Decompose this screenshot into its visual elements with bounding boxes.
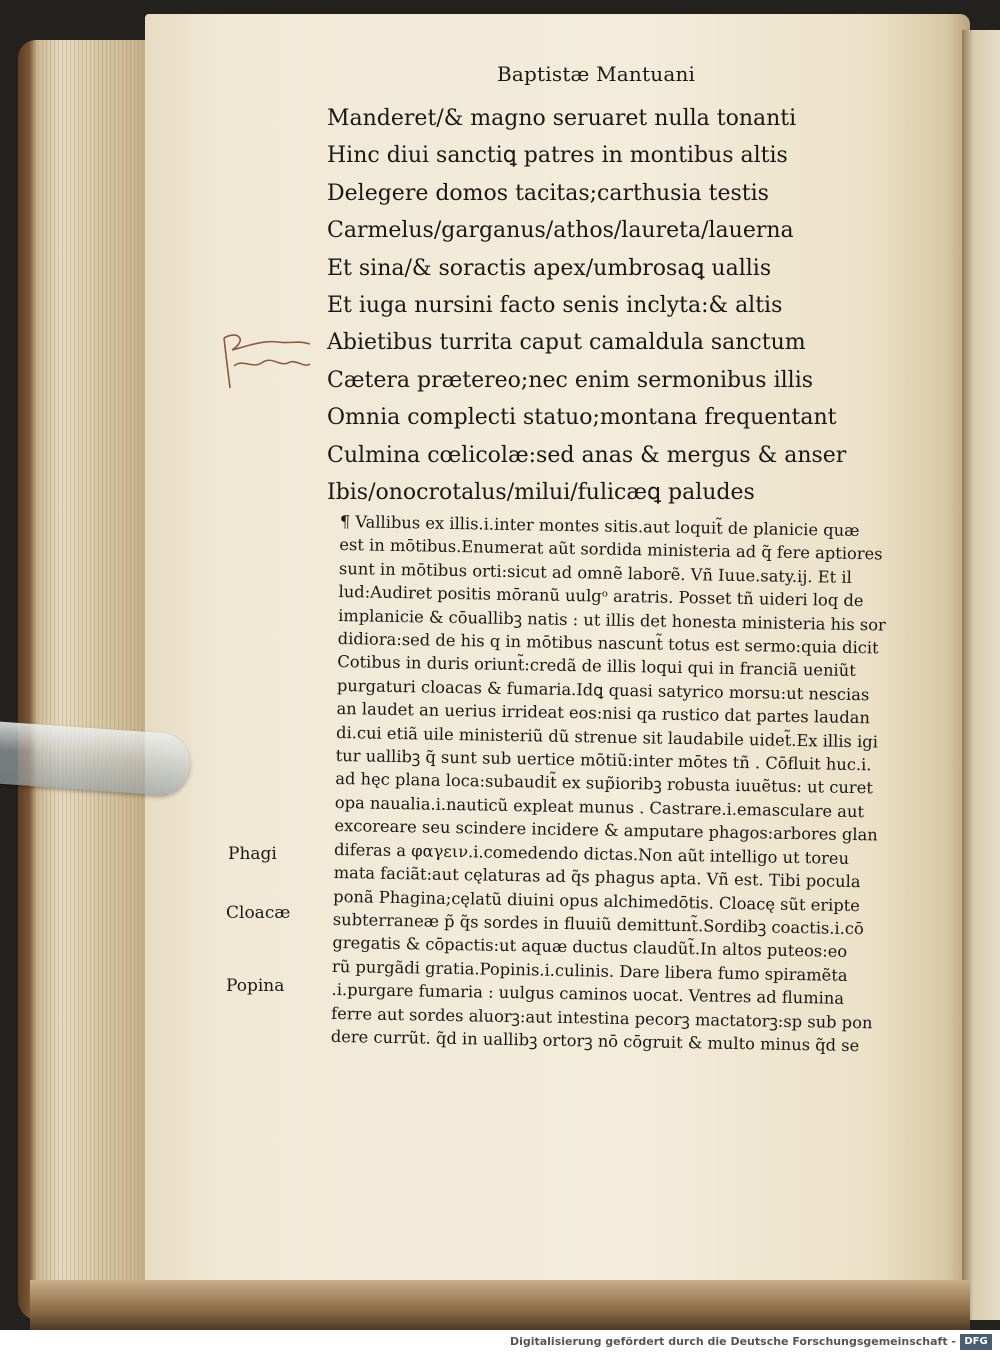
commentary-line: didiora:sed de his q in mōtibus nascunt̃ totus est sermo:quia dicit [337,629,879,658]
book-fore-edge [18,40,158,1320]
funding-credit: Digitalisierung gefördert durch die Deutsche Forschungsgemeinschaft - [509,1335,956,1348]
marginal-gloss-popina: Popina [226,976,285,996]
verse-line: Delegere domos tacitas;carthusia testis [327,180,769,206]
marginal-gloss-cloacae: Cloacæ [226,903,291,923]
commentary-line: subterraneæ p̃ q̃s sordes in fluuiũ demittunt̃.Sordibꝫ coactis.i.cō [332,909,865,939]
handwritten-marginal-note [218,326,313,396]
commentary-line: mata faciãt:aut cęlaturas ad q̃s phagus apta. Vñ est. Tibi pocula [333,863,861,892]
verse-line: Ibis/onocrotalus/milui/fulicæꝗ paludes [327,480,755,506]
commentary-line: Cotibus in duris oriunt̃:credã de illis loqui qui in franciã ueniũt [337,652,856,681]
verse-line: Cætera prætereo;nec enim sermonibus illis [327,367,814,393]
verse-line: Et iuga nursini facto senis inclyta:& altis [327,293,783,319]
glass-page-holder [0,721,192,797]
commentary-line: diferas a φαγειν.i.comedendo dictas.Non aũt intelligo ut toreu [333,839,850,868]
commentary-line: implanicie & cōuallibꝫ natis : ut illis det honesta ministeria his sor [337,605,886,635]
commentary-block [331,510,930,1059]
commentary-line: gregatis & cōpactis:ut aquæ ductus claudũt̃.In altos puteos:eo [332,933,848,962]
verse-line: Omnia complecti statuo;montana frequentant [327,405,837,431]
running-head: Baptistæ Mantuani [497,62,696,86]
verse-line: Manderet/& magno seruaret nulla tonanti [327,106,797,131]
dfg-logo: DFG [960,1334,992,1350]
commentary-line: tur uallibꝫ q̃ sunt sub uertice mōtiũ:inter mōtes tñ . Cōfluit huc.i. [335,746,872,775]
commentary-line: est in mōtibus.Enumerat aũt sordida ministeria ad q̃ fere aptiores [339,535,883,564]
verse-line: Culmina cœlicolæ:sed anas & mergus & anser [327,442,847,468]
facing-page-edge [962,30,1000,1320]
verse-line: Carmelus/garganus/athos/laureta/lauerna [327,218,794,244]
commentary-line: an laudet an uerius irrideat eos:nisi qa rustico dat partes laudan [336,699,871,728]
footer-bar [0,1330,1000,1355]
verse-line: Abietibus turrita caput camaldula sanctum [327,330,806,356]
commentary-line: rũ purgãdi gratia.Popinis.i.culinis. Dare libera fumo spiramẽta [331,956,848,985]
commentary-line: sunt in mōtibus orti:sicut ad omnẽ laborẽ. Vñ Iuue.saty.ij. Et il [338,558,852,587]
commentary-line: excoreare seu scindere incidere & amputare phagos:arbores glan [334,816,878,845]
commentary-line: .i.purgare fumaria : uulgus caminos uocat. Ventres ad flumina [331,980,845,1008]
commentary-line: di.cui etiã uile ministeriũ dũ strenue sit laudabile uidet̃.Ex illis igi [335,722,879,752]
commentary-line: ferre aut sordes aluorꝫ:aut intestina pecorꝫ mactatorꝫ:sp sub pon [331,1003,873,1032]
verse-line: Hinc diui sanctiꝗ patres in montibus altis [327,143,788,169]
commentary-line: ad hęc plana loca:subaudit̃ ex sup̃ioribꝫ robusta iuuẽtus: ut curet [335,769,874,798]
verse-line: Et sina/& soractis apex/umbrosaꝗ uallis [327,255,772,281]
marginal-gloss-phagi: Phagi [228,844,277,864]
commentary-line: lud:Audiret positis mōranũ uulgᵒ aratris. Posset tñ uideri loq de [338,582,864,611]
verse-block [327,100,887,511]
commentary-line: purgaturi cloacas & fumaria.Idꝗ quasi satyrico morsu:ut nescias [336,675,870,705]
commentary-line: ¶ Vallibus ex illis.i.inter montes sitis.aut loquit̃ de planicie quæ [339,511,860,541]
commentary-line: opa naualia.i.nauticũ expleat munus . Castrare.i.emasculare aut [334,792,865,822]
book-cover-board [30,1280,970,1330]
commentary-line: dere currũt. q̃d in uallibꝫ ortorꝫ nō cōgruit & multo minus q̃d se [330,1026,860,1056]
commentary-line: ponã Phagina;cęlatũ diuini opus alchimedōtis. Cloacę sũt eripte [333,886,861,915]
